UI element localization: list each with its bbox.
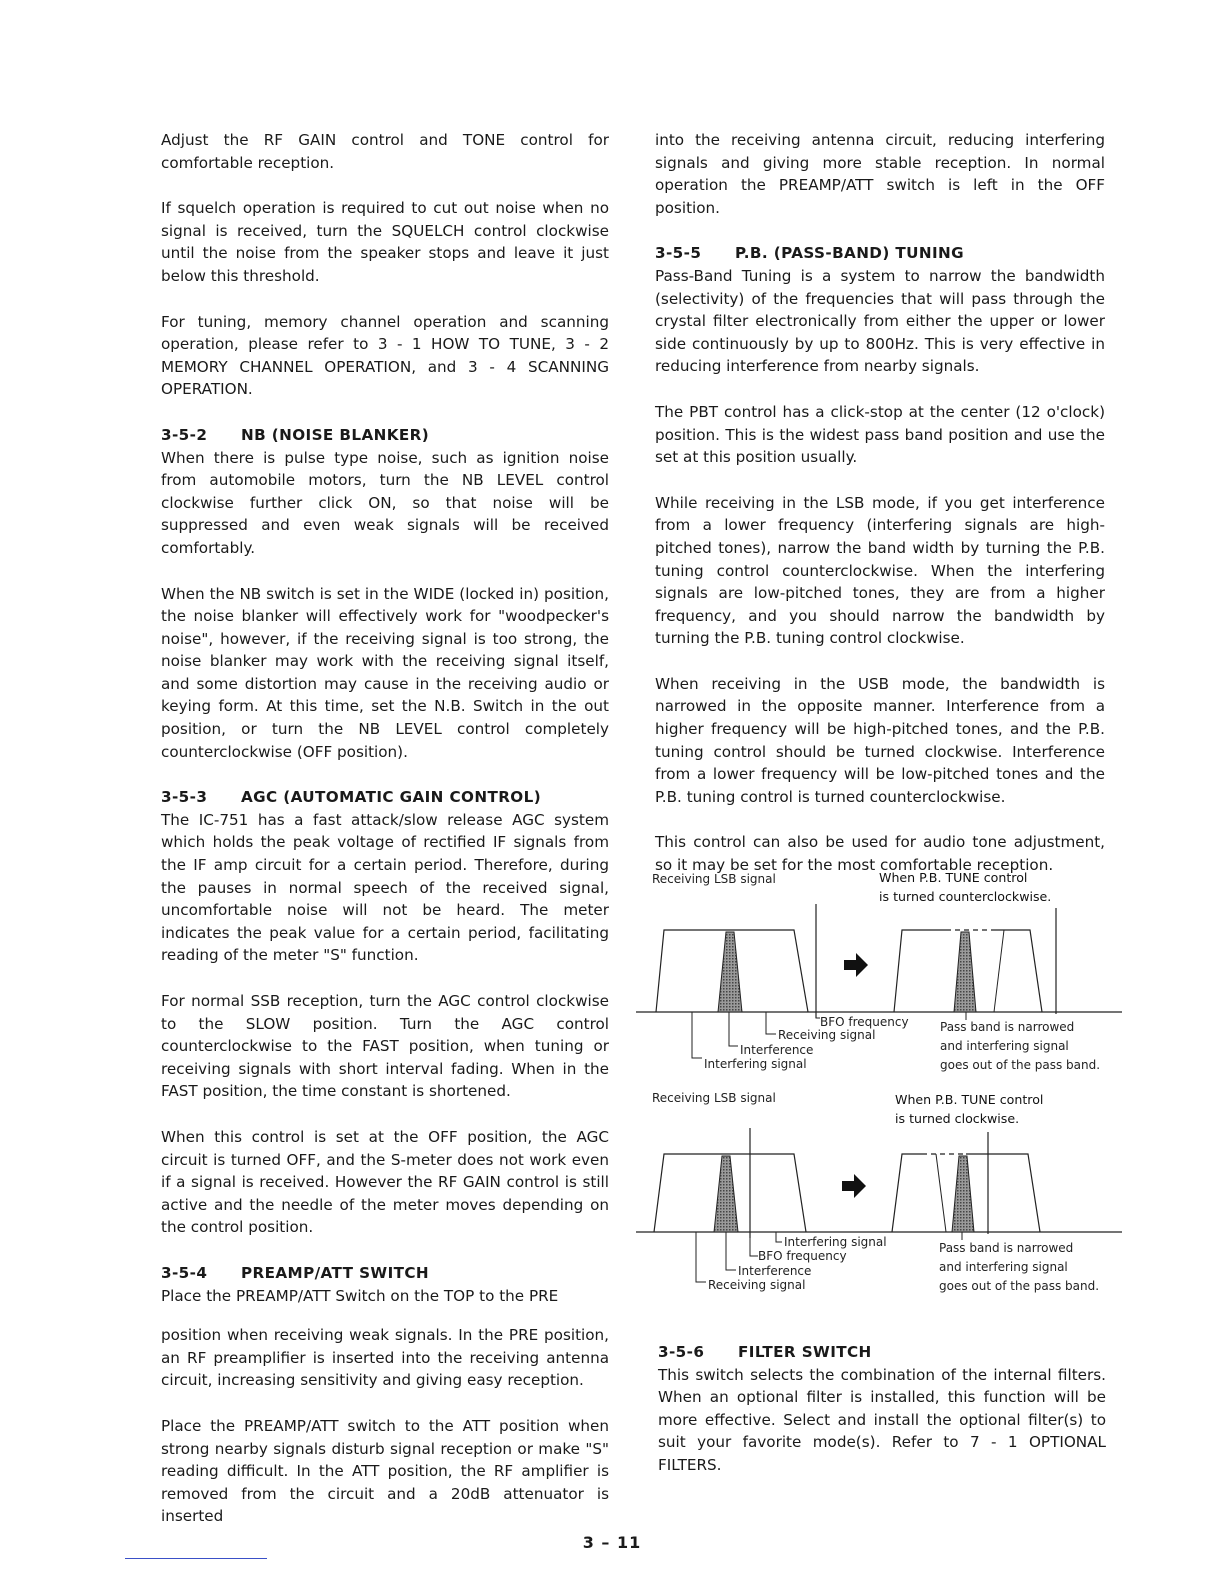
section-heading: [161, 424, 609, 447]
diagram-title-right: is turned counterclockwise.: [879, 889, 1052, 904]
section-title: NB (NOISE BLANKER): [241, 425, 430, 444]
paragraph: Pass-Band Tuning is a system to narrow the bandwidth (selectivity) of the frequencies that will pass through the crystal filter electronically from either the upper or lower side continuously by up to 800Hz. This is very effective in reducing interference from nearby signals.: [655, 266, 1105, 376]
paragraph: Place the PREAMP/ATT Switch on the TOP to the PRE: [161, 1286, 559, 1305]
section-number: 3-5-6: [658, 1343, 705, 1361]
paragraph: When this control is set at the OFF position, the AGC circuit is turned OFF, and the S-meter does not work even if a signal is received. However the RF GAIN control is still active and the needle of the meter moves depending on the control position.: [161, 1127, 609, 1237]
paragraph: When there is pulse type noise, such as ignition noise from automobile motors, turn the NB LEVEL control clockwise further click ON, so that noise will be suppressed and even weak signals will be received comfortably.: [161, 448, 609, 557]
diagram-note: Pass band is narrowed: [939, 1241, 1074, 1255]
diagram-note: and interfering signal: [940, 1039, 1069, 1053]
section-heading: [161, 786, 609, 809]
section-title: PREAMP/ATT SWITCH: [241, 1263, 430, 1282]
paragraph: For normal SSB reception, turn the AGC control clockwise to the SLOW position. Turn the AGC control counterclockwise to the FAST position, when tuning or receiving signals with short interval fading. When in the FAST position, the time constant is shortened.: [161, 992, 609, 1101]
section-title: AGC (AUTOMATIC GAIN CONTROL): [241, 788, 542, 807]
diagram-title-left: Receiving LSB signal: [652, 872, 776, 886]
label-interference: Interference: [740, 1043, 814, 1057]
section-number: 3-5-4: [161, 1263, 208, 1282]
diagram-title-right: is turned clockwise.: [895, 1111, 1020, 1126]
paragraph: While receiving in the LSB mode, if you get interference from a lower frequency (interfering signals are high-pitched tones), narrow the band width by turning the P.B. tuning control counterclockwise. When the interfering signals are low-pitched tones, they are from a higher frequency, and you should narrow the bandwidth by turning the P.B. tuning control clockwise.: [655, 493, 1105, 648]
left-column: [161, 129, 609, 1528]
section-number: 3-5-2: [161, 425, 208, 444]
paragraph: This switch selects the combination of the internal filters. When an optional filter is installed, this function will be more effective. Select and install the optional filter(s) to suit your favorite mode(s). Refer to 7 - 1 OPTIONAL FILTERS.: [658, 1365, 1106, 1474]
diagram-note: Pass band is narrowed: [940, 1020, 1075, 1034]
label-interference: Interference: [738, 1264, 812, 1278]
label-interfering-signal: Interfering signal: [704, 1057, 807, 1071]
label-bfo-frequency: BFO frequency: [758, 1249, 847, 1263]
label-interfering-signal: Interfering signal: [784, 1235, 887, 1249]
section-heading: [161, 1262, 609, 1285]
passband-diagram-clockwise: [636, 1088, 1122, 1303]
paragraph: If squelch operation is required to cut out noise when no signal is received, turn the SQUELCH control clockwise until the noise from the speaker stops and leave it just below this threshold.: [161, 199, 609, 285]
diagram-title-right: When P.B. TUNE control: [879, 870, 1028, 885]
footer-divider: [125, 1558, 267, 1559]
right-column-lower: [658, 1341, 1106, 1477]
diagram-note: goes out of the pass band.: [940, 1058, 1101, 1072]
passband-diagram-counterclockwise: [636, 868, 1122, 1083]
paragraph: into the receiving antenna circuit, reducing interfering signals and giving more stable reception. In normal operation the PREAMP/ATT switch is left in the OFF position.: [655, 131, 1105, 217]
label-receiving-signal: Receiving signal: [778, 1028, 876, 1042]
diagram-title-right: When P.B. TUNE control: [895, 1092, 1044, 1107]
section-title: P.B. (PASS-BAND) TUNING: [735, 244, 964, 263]
diagram-title-left: Receiving LSB signal: [652, 1091, 776, 1105]
page-number: 3 – 11: [582, 1533, 642, 1552]
section-title: FILTER SWITCH: [738, 1343, 872, 1361]
section-heading: [658, 1341, 1106, 1364]
right-column: [655, 129, 1105, 877]
label-receiving-signal: Receiving signal: [708, 1278, 806, 1292]
paragraph: The IC-751 has a fast attack/slow release AGC system which holds the peak voltage of rectified IF signals from the IF amp circuit for a certain period. Therefore, during the pauses in normal speech of the received signal, uncomfortable noise will not be heard. The meter indicates the peak value for a certain period, facilitating reading of the meter "S" function.: [161, 810, 609, 965]
paragraph: Place the PREAMP/ATT switch to the ATT position when strong nearby signals disturb signal reception or make "S" reading difficult. In the ATT position, the RF amplifier is removed from the circuit and a 20dB attenuator is inserted: [161, 1416, 609, 1526]
label-bfo-frequency: BFO frequency: [820, 1015, 909, 1029]
diagram-note: goes out of the pass band.: [939, 1279, 1100, 1293]
paragraph: This control can also be used for audio tone adjustment, so it may be set for the most comfortable reception.: [655, 833, 1105, 875]
diagram-note: and interfering signal: [939, 1260, 1068, 1274]
paragraph: When receiving in the USB mode, the bandwidth is narrowed in the opposite manner. Interference from a higher frequency will be high-pitched tones, and the P.B. tuning control should be turned clockwise. Interference from a lower frequency will be low-pitched tones and the P.B. tuning control is turned counterclockwise.: [655, 674, 1105, 806]
paragraph: position when receiving weak signals. In the PRE position, an RF preamplifier is inserted into the receiving antenna circuit, increasing sensitivity and giving easy reception.: [161, 1326, 609, 1390]
paragraph: For tuning, memory channel operation and scanning operation, please refer to 3 - 1 HOW TO TUNE, 3 - 2 MEMORY CHANNEL OPERATION, and 3 - 4 SCANNING OPERATION.: [161, 312, 609, 399]
paragraph: Adjust the RF GAIN control and TONE control for comfortable reception.: [161, 131, 609, 172]
section-number: 3-5-5: [655, 244, 702, 263]
section-number: 3-5-3: [161, 788, 208, 807]
section-heading: [655, 242, 1105, 265]
paragraph: The PBT control has a click-stop at the center (12 o'clock) position. This is the widest pass band position and use the set at this position usually.: [655, 402, 1105, 467]
paragraph: When the NB switch is set in the WIDE (locked in) position, the noise blanker will effectively work for "woodpecker's noise", however, if the receiving signal is too strong, the noise blanker may work with the receiving signal itself, and some distortion may cause in the receiving audio or keying form. At this time, set the N.B. Switch in the out position, or turn the NB LEVEL control completely counterclockwise (OFF position).: [161, 584, 609, 761]
